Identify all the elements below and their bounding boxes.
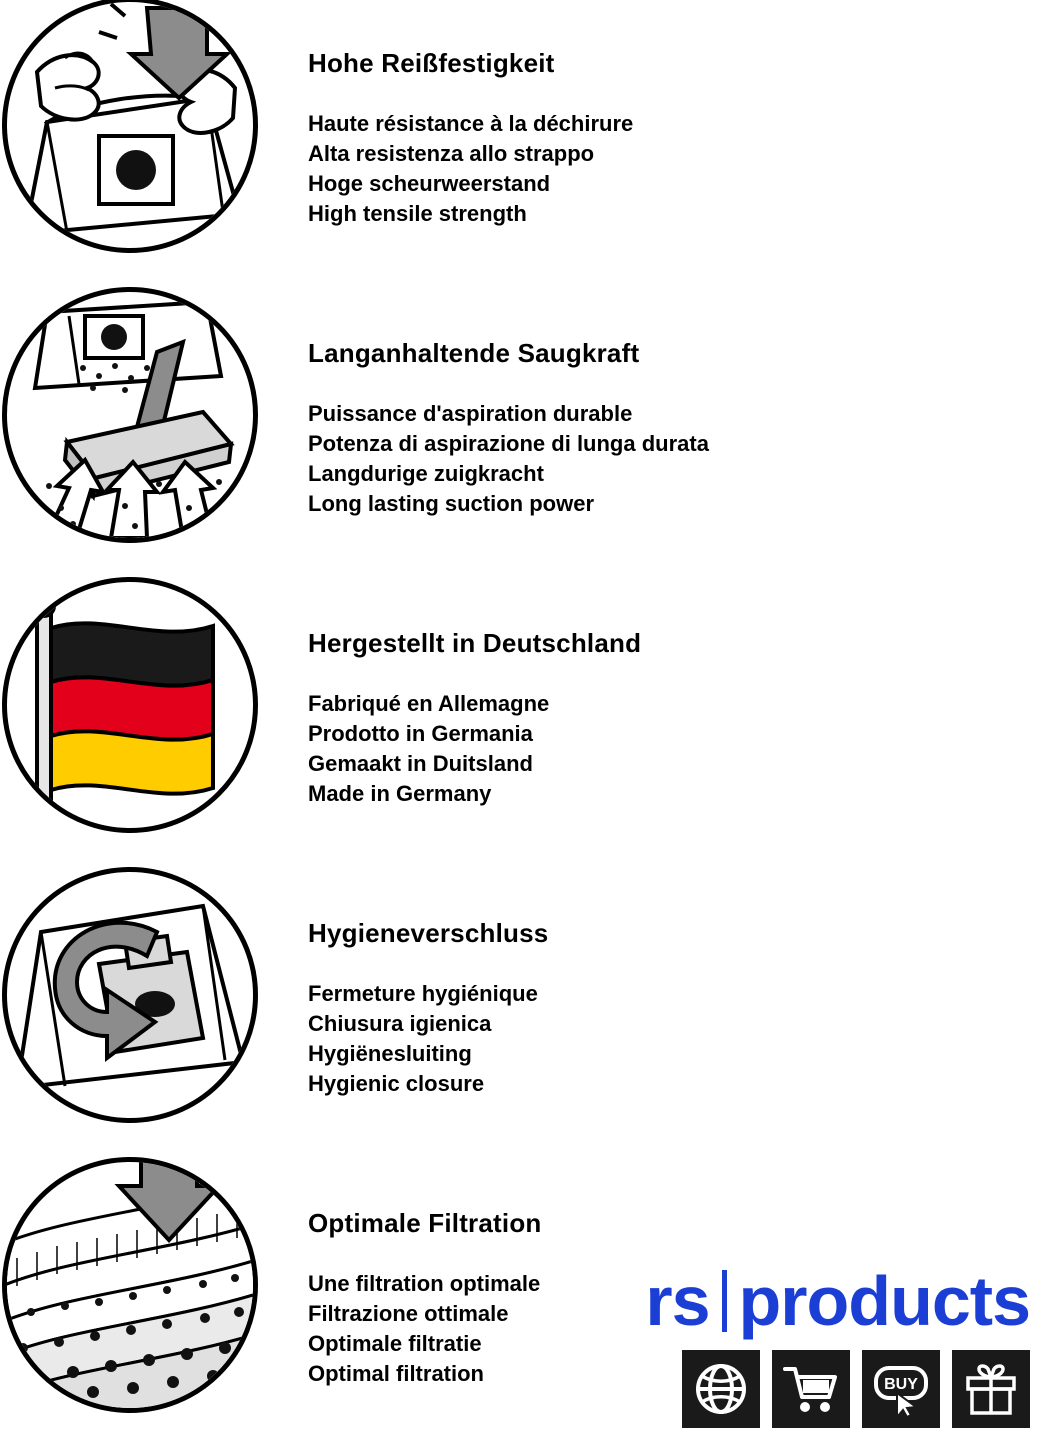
- feature-line: Optimale filtratie: [308, 1331, 482, 1356]
- feature-row: [0, 290, 1040, 580]
- feature-line: Optimal filtration: [308, 1361, 484, 1386]
- feature-row: [0, 0, 1040, 290]
- feature-row: [0, 870, 1040, 1160]
- brand-logo: [635, 1262, 1030, 1428]
- gift-box-icon[interactable]: [952, 1350, 1030, 1428]
- feature-title: Langanhaltende Saugkraft: [308, 338, 640, 368]
- feature-text: [260, 0, 633, 229]
- feature-line: Made in Germany: [308, 781, 492, 806]
- feature-text: [260, 1160, 541, 1389]
- brand-icon-row: [635, 1350, 1030, 1428]
- icon-container: [0, 1160, 260, 1410]
- feature-line: Puissance d'aspiration durable: [308, 401, 633, 426]
- feature-line: Langdurige zuigkracht: [308, 461, 544, 486]
- feature-line: Haute résistance à la déchirure: [308, 111, 634, 136]
- icon-container: [0, 870, 260, 1120]
- feature-line: Potenza di aspirazione di lunga durata: [308, 431, 709, 456]
- feature-line: High tensile strength: [308, 201, 527, 226]
- hand-tearing-dustbag-icon: [2, 0, 258, 253]
- feature-line: Fermeture hygiénique: [308, 981, 538, 1006]
- feature-line: Une filtration optimale: [308, 1271, 541, 1296]
- feature-title: Hygieneverschluss: [308, 918, 549, 948]
- feature-line: Gemaakt in Duitsland: [308, 751, 533, 776]
- shopping-cart-icon[interactable]: [772, 1350, 850, 1428]
- feature-text: [260, 870, 548, 1099]
- brand-name-first: rs: [645, 1262, 710, 1340]
- globe-icon[interactable]: [682, 1350, 760, 1428]
- feature-line: Chiusura igienica: [308, 1011, 492, 1036]
- feature-line: Hoge scheurweerstand: [308, 171, 551, 196]
- filter-layers-icon: [2, 1157, 258, 1413]
- feature-line: Fabriqué en Allemagne: [308, 691, 550, 716]
- icon-container: [0, 290, 260, 540]
- brand-wordmark: [635, 1262, 1030, 1340]
- feature-line: Long lasting suction power: [308, 491, 594, 516]
- brand-name-second: products: [738, 1262, 1030, 1340]
- buy-button-icon[interactable]: [862, 1350, 940, 1428]
- feature-title: Hohe Reißfestigkeit: [308, 48, 555, 78]
- brand-separator: [722, 1270, 727, 1332]
- feature-line: Filtrazione ottimale: [308, 1301, 509, 1326]
- feature-line: Hygiënesluiting: [308, 1041, 472, 1066]
- german-flag-icon: [2, 577, 258, 833]
- svg-text:BUY: BUY: [884, 1376, 918, 1393]
- feature-title: Hergestellt in Deutschland: [308, 628, 642, 658]
- feature-title: Optimale Filtration: [308, 1208, 542, 1238]
- feature-text: [260, 290, 709, 519]
- icon-container: [0, 0, 260, 250]
- feature-row: [0, 580, 1040, 870]
- vacuum-nozzle-suction-icon: [2, 287, 258, 543]
- feature-line: Hygienic closure: [308, 1071, 485, 1096]
- icon-container: [0, 580, 260, 830]
- feature-line: Prodotto in Germania: [308, 721, 533, 746]
- feature-line: Alta resistenza allo strappo: [308, 141, 595, 166]
- hygienic-closure-arrow-icon: [2, 867, 258, 1123]
- feature-text: [260, 580, 641, 809]
